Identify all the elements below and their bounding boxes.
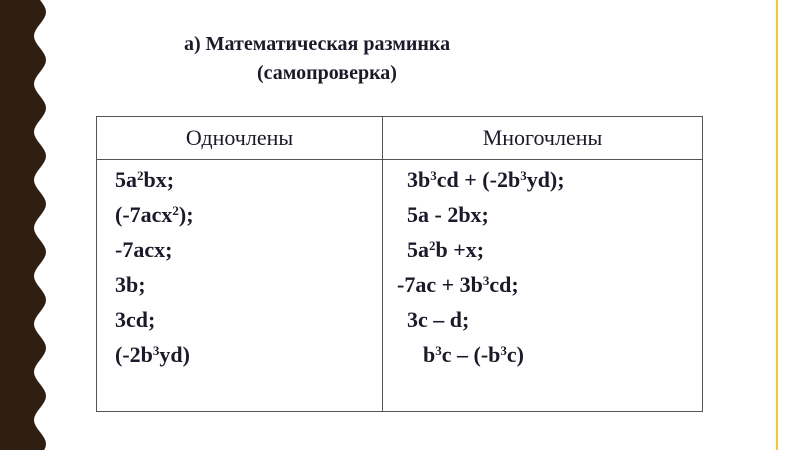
exponent: 2 [137, 168, 144, 183]
header-polynomials: Многочлены [383, 117, 703, 160]
header-monomials: Одночлены [97, 117, 383, 160]
exponent: 3 [152, 343, 160, 358]
exponent: 2 [429, 238, 436, 253]
table-body-row [97, 160, 703, 412]
polynomials-cell [383, 160, 703, 412]
monomial-item: -7acx; [115, 237, 173, 262]
monomial-item: $5a^2bx$; [115, 167, 175, 192]
polynomial-item: $3b^3cd + (-2b^3yd)$; [407, 167, 565, 192]
monomials-list [97, 160, 382, 372]
wavy-border-decoration [0, 0, 70, 450]
exponent: 3 [430, 168, 437, 183]
monomial-item: $(-2b^3yd)$ [115, 342, 190, 367]
polynomial-item: 3c – d; [407, 307, 470, 332]
polynomial-item: $5a^2b +x$; [407, 237, 485, 262]
slide-subtitle: (самопроверка) [257, 62, 397, 84]
exponent: 2 [172, 203, 179, 218]
monomial-item: (-7acx$^2$); [115, 202, 194, 227]
classification-table [96, 116, 703, 412]
exponent: 3 [520, 168, 527, 183]
polynomial-item: 5a - 2bx; [407, 202, 489, 227]
polynomial-item: $-7ac + 3b^3cd$; [397, 272, 519, 297]
monomial-item: 3cd; [115, 307, 156, 332]
polynomials-list [383, 160, 702, 372]
table-header-row [97, 117, 703, 160]
exponent: 3 [482, 273, 490, 288]
slide-title: а) Математическая разминка [184, 33, 451, 55]
exponent: 3 [435, 343, 442, 358]
accent-vertical-line [776, 0, 778, 450]
monomial-item: 3b; [115, 272, 146, 297]
polynomial-item: $b^3c - (-b^3c)$ [423, 342, 524, 367]
monomials-cell [97, 160, 383, 412]
exponent: 3 [500, 343, 507, 358]
